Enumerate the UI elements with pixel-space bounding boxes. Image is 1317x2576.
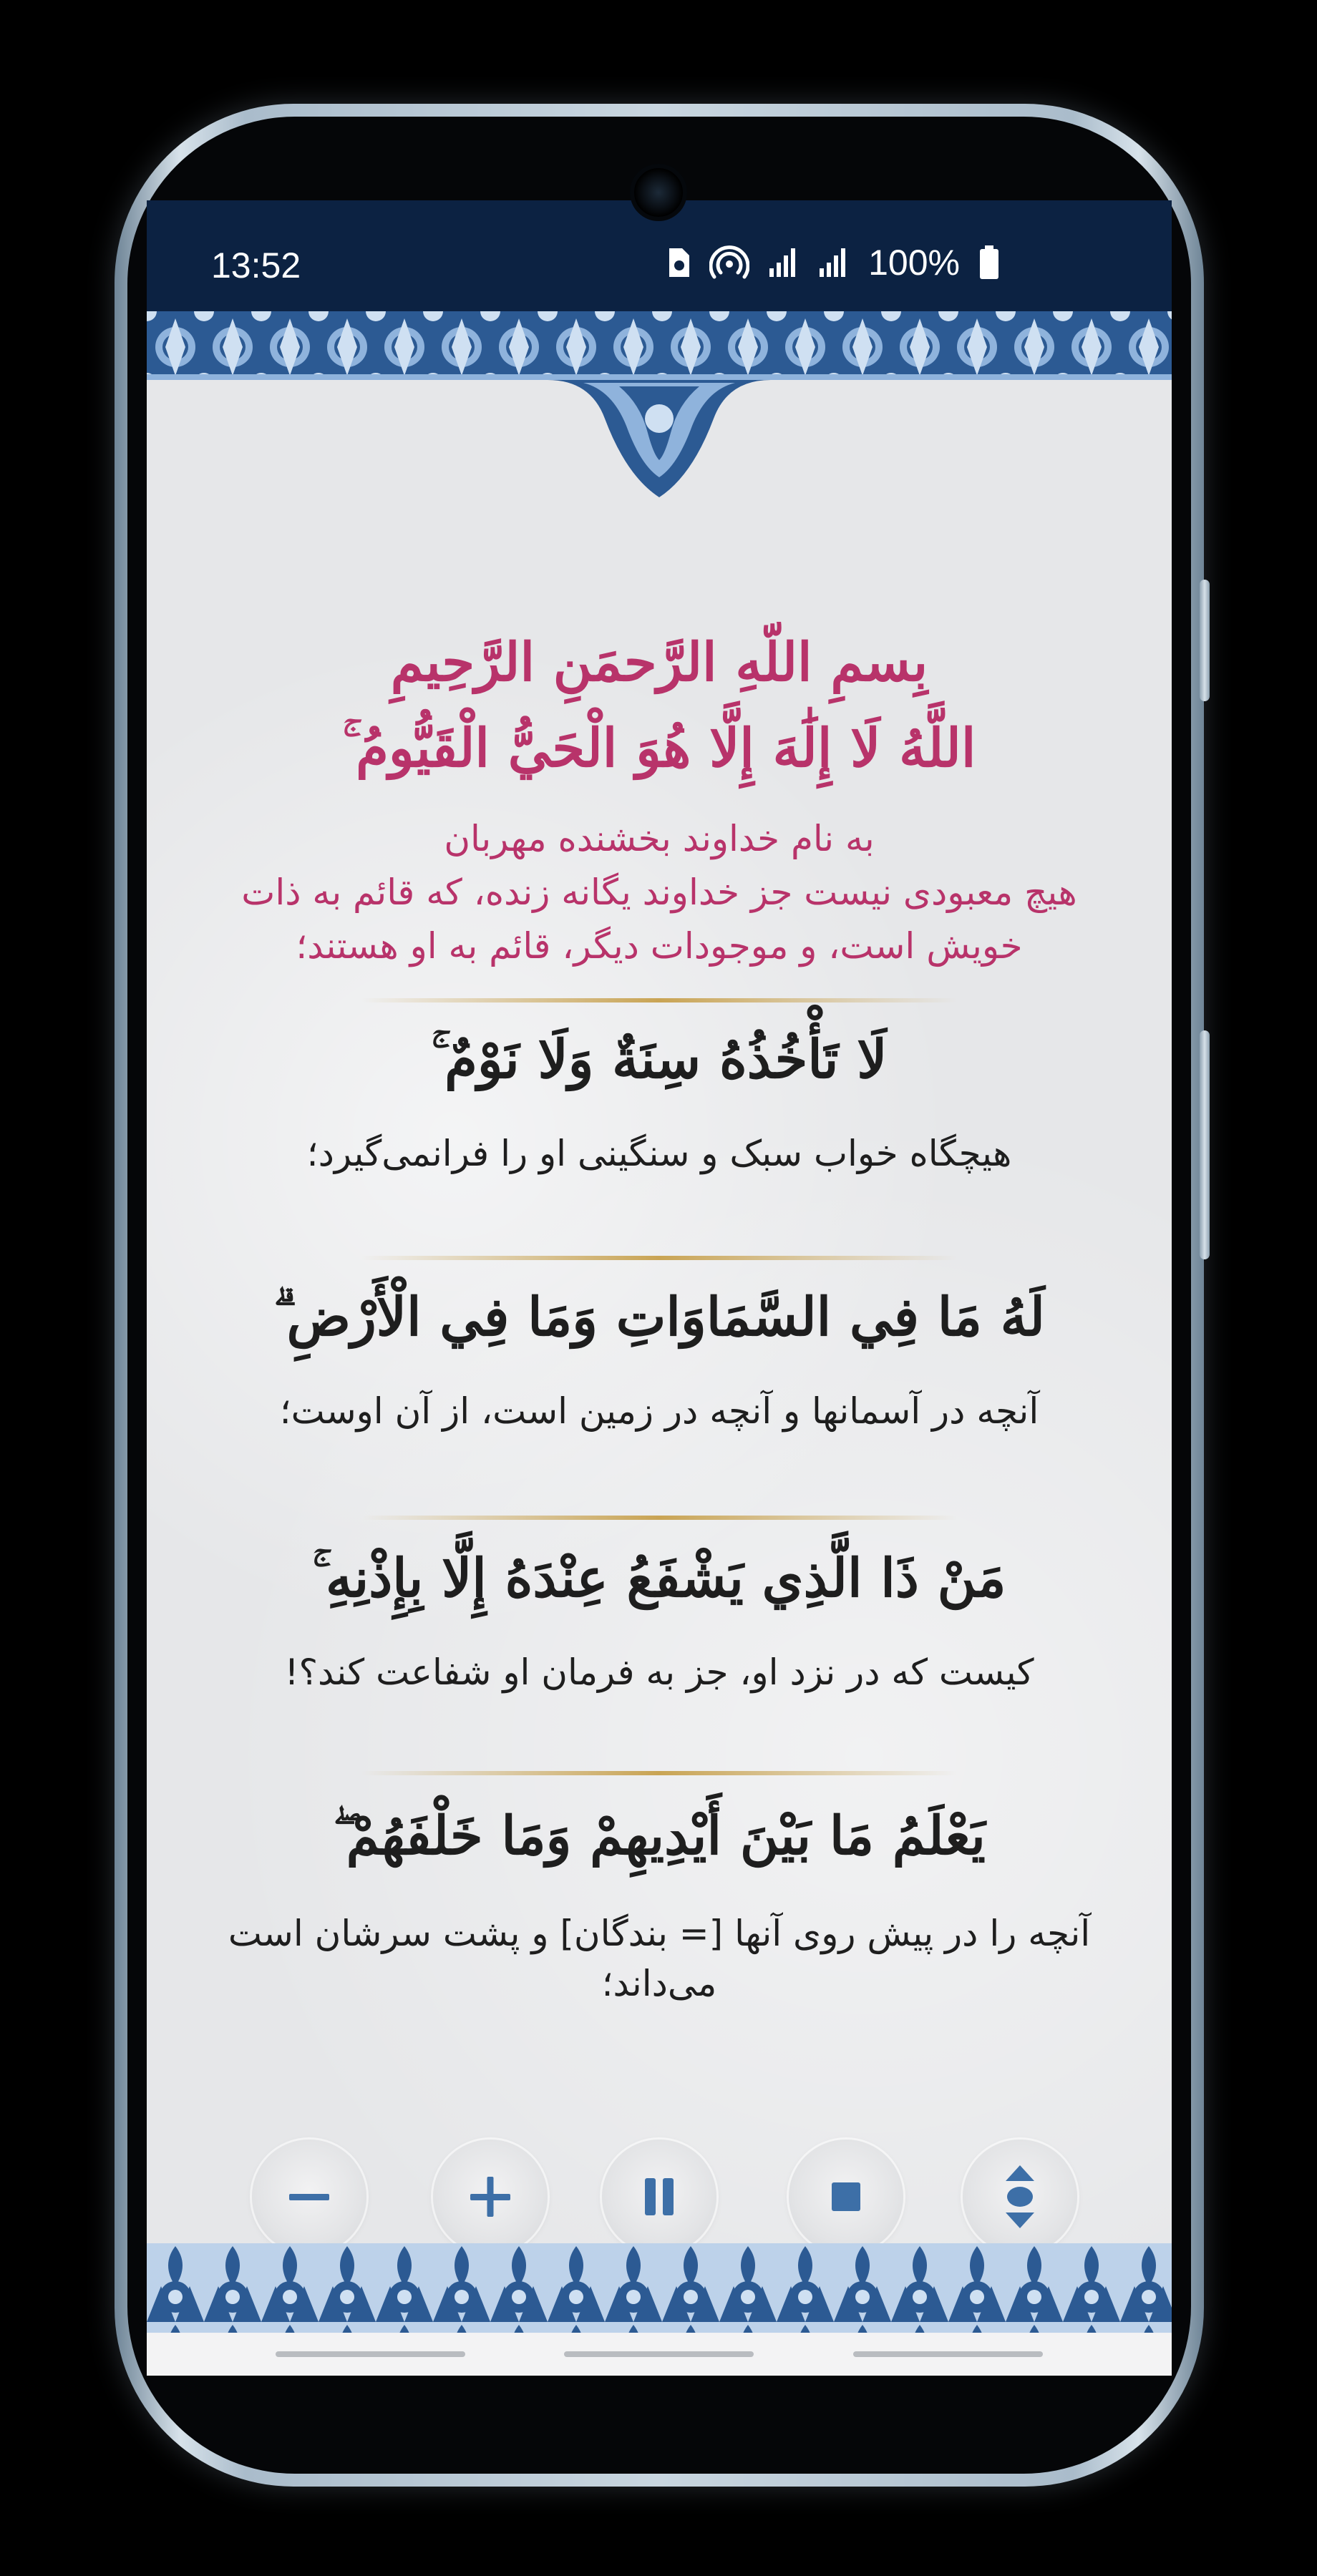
verse-arabic: مَنْ ذَا الَّذِي يَشْفَعُ عِنْدَهُ إِلَّا بِإِذْنِهِ ۚ [312,1548,1006,1609]
divider [361,1256,957,1260]
navigation-bar [147,2333,1172,2376]
battery-icon [978,245,1000,280]
signal-icon [768,247,800,278]
front-camera [630,164,687,221]
translation-line: خویش است، و موجودات دیگر، قائم به او هستند؛ [296,925,1023,967]
hotspot-icon [709,245,749,280]
ornament-top-icon [147,311,1172,526]
battery-percentage: 100% [868,243,960,283]
divider [361,998,957,1002]
status-time: 13:52 [211,245,301,286]
pause-button[interactable] [602,2140,716,2254]
stop-icon [823,2174,869,2220]
plus-icon [467,2174,513,2220]
divider [361,1771,957,1775]
power-button [1200,580,1210,701]
first-verse-arabic: اللَّهُ لَا إِلَٰهَ إِلَّا هُوَ الْحَيُّ الْقَيُّومُ ۚ [342,718,976,779]
prayer-content [147,311,1172,2376]
bismillah-text: بِسمِ اللّهِ الرَّحمَنِ الرَّحِیمِ [390,632,928,693]
nav-home-button[interactable] [564,2351,754,2357]
verse-translation: کیست که در نزد او، جز به فرمان او شفاعت کند؟! [284,1652,1034,1693]
verse-translation: آنچه در آسمانها و آنچه در زمین است، از آن اوست؛ [279,1390,1039,1432]
player-controls [147,2140,1172,2254]
nav-back-button[interactable] [853,2351,1043,2357]
verse-arabic: لَا تَأْخُذُهُ سِنَةٌ وَلَا نَوْمٌ ۚ [431,1029,888,1091]
verse-translation: می‌داند؛ [601,1963,717,2004]
stop-button[interactable] [789,2140,903,2254]
divider [361,1516,957,1520]
signal-icon [818,247,850,278]
verse-arabic: يَعْلَمُ مَا بَيْنَ أَيْدِيهِمْ وَمَا خَلْفَهُمْ ۖ [333,1805,986,1867]
ornament-bottom-icon [147,2243,1172,2333]
volume-button [1200,1030,1210,1259]
pause-icon [636,2174,682,2220]
sim-icon [666,247,691,278]
status-icons [666,242,1000,283]
nav-recent-button[interactable] [276,2351,465,2357]
verse-translation: آنچه را در پیش روی آنها [= بندگان] و پشت سرشان است [228,1913,1091,1954]
decrease-font-button[interactable] [252,2140,366,2254]
translation-line: هیچ معبودی نیست جز خداوند یگانه زنده، که قائم به ذات [241,872,1077,913]
minus-icon [286,2174,332,2220]
up-down-icon [997,2161,1043,2233]
translation-line: به نام خداوند بخشنده مهربان [444,818,875,859]
screen [147,200,1172,2376]
verse-arabic: لَهُ مَا فِي السَّمَاوَاتِ وَمَا فِي الْأَرْضِ ۗ [273,1287,1045,1348]
scroll-speed-button[interactable] [963,2140,1077,2254]
verse-translation: هیچگاه خواب سبک و سنگینی او را فرانمی‌گیرد؛ [306,1133,1012,1174]
increase-font-button[interactable] [433,2140,548,2254]
